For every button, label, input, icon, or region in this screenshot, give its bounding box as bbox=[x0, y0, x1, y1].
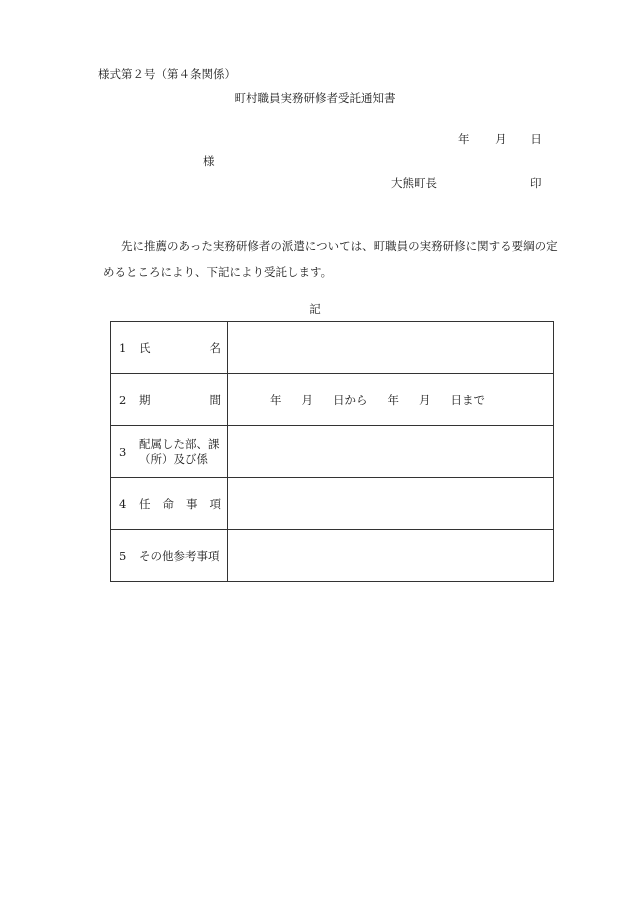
name-value-cell[interactable] bbox=[228, 322, 554, 374]
row-number: 1 bbox=[119, 340, 127, 355]
period-value-cell[interactable] bbox=[228, 374, 554, 426]
table-row bbox=[111, 322, 554, 374]
document-title: 町村職員実務研修者受託通知書 bbox=[234, 91, 396, 105]
label-appointment bbox=[139, 496, 221, 512]
issuer-name: 大熊町長 bbox=[391, 176, 437, 190]
row-label-cell bbox=[111, 426, 228, 478]
label-char: 期 bbox=[139, 392, 151, 407]
appointment-value-cell[interactable] bbox=[228, 478, 554, 530]
date-line bbox=[458, 131, 542, 147]
row-label-cell bbox=[111, 530, 228, 582]
table-row bbox=[111, 426, 554, 478]
assignment-value-cell[interactable] bbox=[228, 426, 554, 478]
label-char: 事 bbox=[186, 496, 198, 511]
label-char: 氏 bbox=[139, 340, 151, 355]
label-char: 命 bbox=[162, 496, 174, 511]
label-char: 項 bbox=[209, 496, 221, 511]
body-paragraph: 先に推薦のあった実務研修者の派遣については、町職員の実務研修に関する要綱の定めるところにより、下記により受託します。 bbox=[103, 239, 558, 279]
addressee-suffix: 様 bbox=[203, 154, 215, 168]
label-line: （所）及び係 bbox=[139, 451, 208, 466]
date-month: 月 bbox=[495, 132, 507, 146]
date-year: 年 bbox=[458, 132, 470, 146]
label-period bbox=[139, 392, 221, 408]
label-other: その他参考事項 bbox=[139, 548, 220, 563]
row-label-cell bbox=[111, 374, 228, 426]
other-value-cell[interactable] bbox=[228, 530, 554, 582]
row-number: 4 bbox=[119, 496, 127, 511]
label-line: 配属した部、課 bbox=[139, 436, 220, 451]
row-label-cell bbox=[111, 478, 228, 530]
row-number: 3 bbox=[119, 444, 127, 459]
row-number: 2 bbox=[119, 392, 127, 407]
table-row bbox=[111, 374, 554, 426]
table-row bbox=[111, 478, 554, 530]
label-char: 任 bbox=[139, 496, 151, 511]
label-char: 間 bbox=[209, 392, 221, 407]
ki-heading: 記 bbox=[309, 302, 321, 316]
label-assignment bbox=[139, 437, 221, 467]
label-name bbox=[139, 340, 221, 356]
table-row bbox=[111, 530, 554, 582]
label-char: 名 bbox=[209, 340, 221, 355]
row-label-cell bbox=[111, 322, 228, 374]
seal-mark: 印 bbox=[530, 176, 542, 190]
period-end-year: 年 bbox=[387, 392, 399, 407]
details-table bbox=[110, 321, 554, 582]
period-start-day: 日から bbox=[333, 392, 368, 407]
row-number: 5 bbox=[119, 548, 127, 563]
period-start-month: 月 bbox=[301, 392, 313, 407]
period-end-day: 日まで bbox=[450, 392, 485, 407]
date-day: 日 bbox=[530, 132, 542, 146]
form-number: 様式第２号（第４条関係） bbox=[98, 67, 236, 81]
period-end-month: 月 bbox=[419, 392, 431, 407]
period-start-year: 年 bbox=[270, 392, 282, 407]
